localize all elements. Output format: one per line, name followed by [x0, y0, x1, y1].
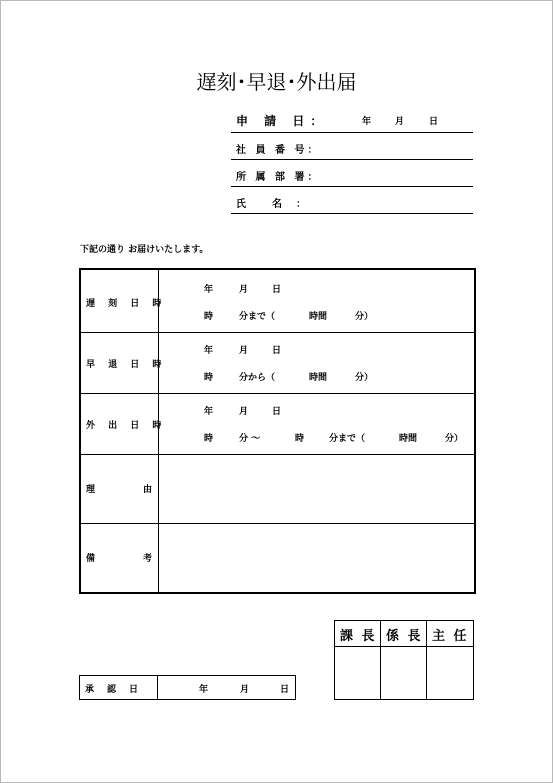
early-month: 月: [239, 346, 249, 356]
apply-month-label: 月: [395, 117, 405, 127]
stamp-section-chief: 課 長: [340, 629, 377, 644]
stamp-supervisor: 主 任: [432, 629, 469, 644]
late-year: 年: [204, 285, 214, 295]
request-table: [79, 268, 476, 594]
apply-date-underline: [231, 132, 473, 133]
out-end-until: 分まで（: [329, 434, 366, 444]
approval-date-box: [79, 675, 296, 700]
early-row-label: 早 退 日 時: [86, 360, 167, 370]
late-day: 日: [272, 285, 282, 295]
approval-month: 月: [240, 685, 250, 695]
stamp-header-divider: [335, 646, 473, 647]
approval-year: 年: [199, 685, 209, 695]
out-month: 月: [239, 407, 249, 417]
name-label: 氏 名 ：: [236, 199, 308, 210]
late-hours: 時間: [309, 312, 328, 322]
out-row-label: 外 出 日 時: [86, 421, 167, 431]
remarks-label-first: 備: [86, 554, 96, 564]
reason-label-first: 理: [86, 485, 96, 495]
approval-day: 日: [280, 685, 290, 695]
table-column-divider: [158, 270, 159, 592]
table-row-divider: [81, 523, 474, 524]
early-day: 日: [272, 346, 282, 356]
out-end-hour: 時: [295, 434, 305, 444]
late-row-label: 遅 刻 日 時: [86, 299, 167, 309]
approval-stamp-grid: [334, 620, 474, 700]
out-year: 年: [204, 407, 214, 417]
apply-day-label: 日: [429, 117, 439, 127]
table-row-divider: [81, 393, 474, 394]
early-minutes: 分）: [355, 373, 374, 383]
approval-date-label: 承 認 日: [85, 685, 141, 695]
early-from: 分から（: [239, 373, 276, 383]
early-hour: 時: [204, 373, 214, 383]
out-day: 日: [272, 407, 282, 417]
approval-divider: [157, 676, 158, 699]
late-month: 月: [239, 285, 249, 295]
stamp-column-divider: [426, 621, 427, 699]
apply-year-label: 年: [362, 117, 372, 127]
out-hours: 時間: [399, 434, 418, 444]
stamp-column-divider: [380, 621, 381, 699]
department-underline: [231, 186, 473, 187]
remarks-label-second: 考: [143, 554, 153, 564]
out-start-minute: 分 ～: [239, 434, 261, 444]
department-label: 所 属 部 署：: [236, 172, 321, 183]
intro-text: 下記の通り お届けいたします。: [80, 245, 209, 255]
employee-number-underline: [231, 159, 473, 160]
reason-label-second: 由: [143, 485, 153, 495]
table-row-divider: [81, 454, 474, 455]
stamp-subsection-chief: 係 長: [386, 629, 423, 644]
early-year: 年: [204, 346, 214, 356]
late-minutes: 分）: [355, 312, 374, 322]
late-hour: 時: [204, 312, 214, 322]
table-row-divider: [81, 332, 474, 333]
employee-number-label: 社 員 番 号：: [236, 145, 321, 156]
out-start-hour: 時: [204, 434, 214, 444]
early-hours: 時間: [309, 373, 328, 383]
late-until: 分まで（: [239, 312, 276, 322]
out-minutes: 分）: [445, 434, 464, 444]
apply-date-label: 申 請 日：: [236, 114, 329, 128]
name-underline: [231, 213, 473, 214]
form-title: 遅刻･早退･外出届: [196, 70, 357, 94]
